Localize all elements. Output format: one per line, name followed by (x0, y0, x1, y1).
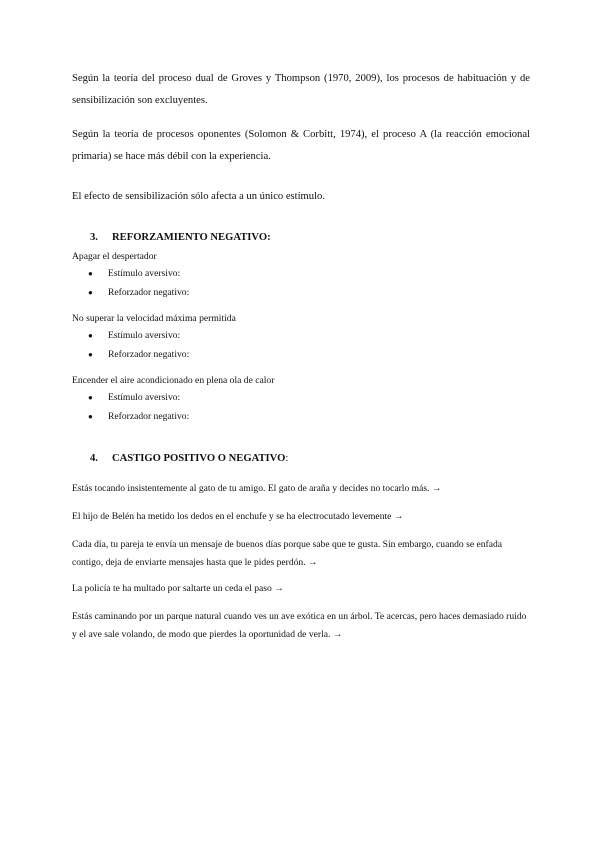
example-item: La policía te ha multado por saltarte un ceda el paso → (72, 583, 284, 594)
paragraph-dual-process: Según la teoría del proceso dual de Groves y Thompson (1970, 2009), los procesos de habituación y de sensibilización son excluyentes. (72, 73, 530, 106)
list-item: ● Estímulo aversivo: (88, 330, 181, 341)
bullet-icon: ● (88, 331, 93, 340)
group-label: Apagar el despertador (72, 251, 157, 262)
section-4-title-suffix: : (285, 453, 289, 464)
section-4-number: 4. (90, 453, 98, 464)
paragraph-sensitization: El efecto de sensibilización sólo afecta a un único estímulo. (72, 191, 325, 202)
example-item: Estás caminando por un parque natural cuando ves un ave exótica en un árbol. Te acercas, pero haces demasiado ruido y el ave sale volando, de modo que pierdes la oportunidad de verla. → (72, 611, 527, 640)
list-item: ● Estímulo aversivo: (88, 392, 181, 403)
bullet-icon: ● (88, 288, 93, 297)
section-3-heading (90, 232, 271, 243)
section-3-title: REFORZAMIENTO NEGATIVO: (112, 232, 271, 243)
section-3-number: 3. (90, 232, 98, 243)
list-item: ● Reforzador negativo: (88, 287, 190, 298)
example-item: Estás tocando insistentemente al gato de tu amigo. El gato de araña y decides no tocarlo más. → (72, 483, 442, 494)
section-4-title: CASTIGO POSITIVO O NEGATIVO (112, 453, 286, 464)
paragraph-opponent-process: Según la teoría de procesos oponentes (Solomon & Corbitt, 1974), el proceso A (la reacción emocional primaria) se hace más débil con la experiencia. (72, 129, 530, 162)
bullet-icon: ● (88, 269, 93, 278)
group-label: No superar la velocidad máxima permitida (72, 313, 236, 324)
bullet-icon: ● (88, 393, 93, 402)
bullet-icon: ● (88, 412, 93, 421)
example-item: Cada día, tu pareja te envía un mensaje de buenos días porque sabe que te gusta. Sin embargo, cuando se enfada contigo, deja de enviarte mensajes hasta que le pides perdón. → (72, 539, 503, 568)
section-4-heading (90, 453, 288, 464)
list-item: ● Reforzador negativo: (88, 411, 190, 422)
list-item: ● Estímulo aversivo: (88, 268, 181, 279)
example-item: El hijo de Belén ha metido los dedos en el enchufe y se ha electrocutado levemente → (72, 511, 404, 522)
list-item: ● Reforzador negativo: (88, 349, 190, 360)
bullet-icon: ● (88, 350, 93, 359)
group-label: Encender el aire acondicionado en plena ola de calor (72, 375, 275, 386)
